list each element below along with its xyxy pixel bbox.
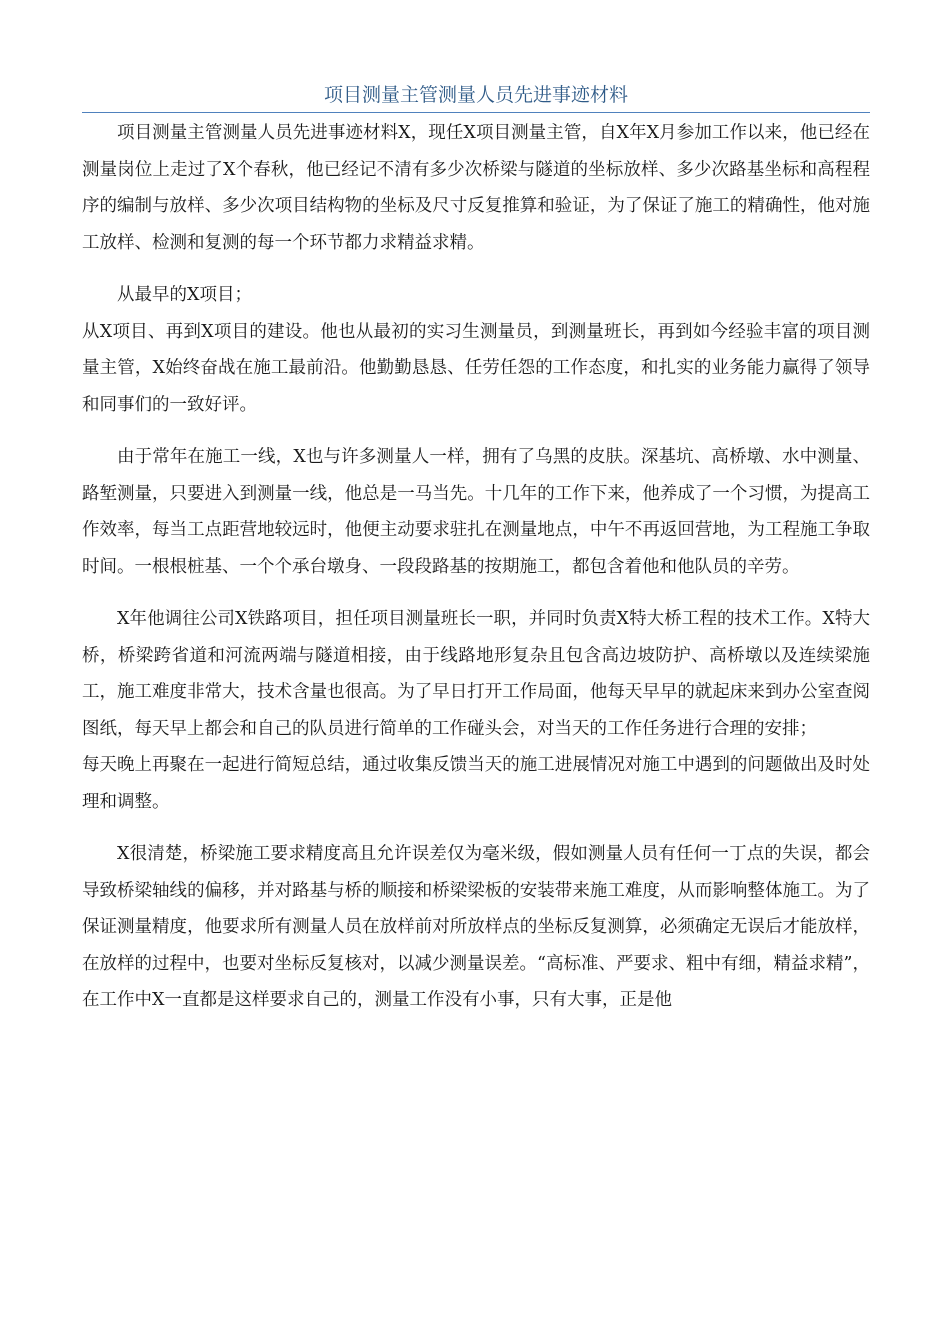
document-page (82, 78, 870, 1019)
paragraph-precision-requirement: X很清楚，桥梁施工要求精度高且允许误差仅为毫米级，假如测量人员有任何一丁点的失误，都会导致桥梁轴线的偏移，并对路基与桥的顺接和桥梁梁板的安装带来施工难度，从而影响整体施工。为了保证测量精度，他要求所有测量人员在放样前对所放样点的坐标反复测算，必须确定无误后才能放样，在放样的过程中，也要对坐标反复核对，以减少测量误差。“高标准、严要求、粗中有细，精益求精”，在工作中X一直都是这样要求自己的，测量工作没有小事，只有大事，正是他 (82, 844, 870, 1010)
paragraph-railway-project: X年他调往公司X铁路项目，担任项目测量班长一职，并同时负责X特大桥工程的技术工作。X特大桥，桥梁跨省道和河流两端与隧道相接，由于线路地形复杂且包含高边坡防护、高桥墩以及连续梁施工，施工难度非常大，技术含量也很高。为了早日打开工作局面，他每天早早的就起床来到办公室查阅图纸，每天早上都会和自己的队员进行简单的工作碰头会，对当天的工作任务进行合理的安排； (82, 609, 870, 739)
paragraph-frontline-work: 由于常年在施工一线，X也与许多测量人一样，拥有了乌黑的皮肤。深基坑、高桥墩、水中测量、路堑测量，只要进入到测量一线，他总是一马当先。十几年的工作下来，他养成了一个习惯，为提高工作效率，每当工点距营地较远时，他便主动要求驻扎在测量地点，中午不再返回营地，为工程施工争取时间。一根根桩基、一个个承台墩身、一段段路基的按期施工，都包含着他和他队员的辛劳。 (82, 447, 870, 577)
paragraph-intro: 项目测量主管测量人员先进事迹材料X，现任X项目测量主管，自X年X月参加工作以来，他已经在测量岗位上走过了X个春秋，他已经记不清有多少次桥梁与隧道的坐标放样、多少次路基坐标和高程程序的编制与放样、多少次项目结构物的坐标及尺寸反复推算和验证，为了保证了施工的精确性，他对施工放样、检测和复测的每一个环节都力求精益求精。 (82, 123, 870, 253)
title-underline (82, 112, 870, 113)
document-title: 项目测量主管测量人员先进事迹材料 (323, 84, 628, 106)
paragraph-evening-summary: 每天晚上再聚在一起进行简短总结，通过收集反馈当天的施工进展情况对施工中遇到的问题做出及时处理和调整。 (82, 755, 870, 812)
paragraph-earliest-project: 从最早的X项目； (117, 285, 252, 305)
paragraph-career-path: 从X项目、再到X项目的建设。他也从最初的实习生测量员，到测量班长，再到如今经验丰富的项目测量主管，X始终奋战在施工最前沿。他勤勤恳恳、任劳任怨的工作态度，和扎实的业务能力赢得了领导和同事们的一致好评。 (82, 321, 870, 415)
